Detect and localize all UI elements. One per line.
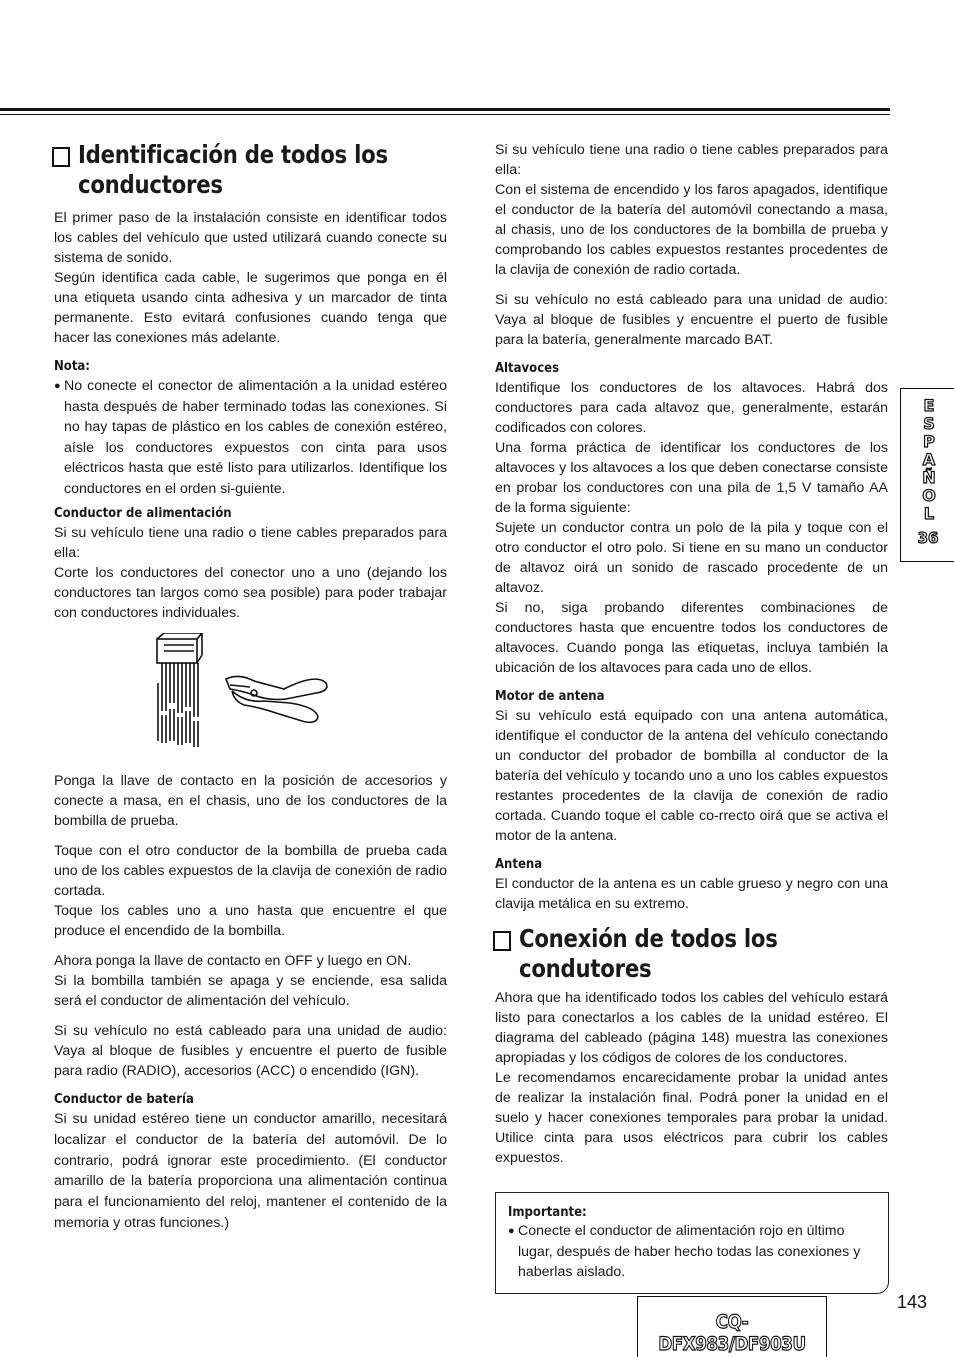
important-label: Importante: — [508, 1205, 587, 1220]
top-rule — [0, 108, 890, 111]
heading-connection-text: Conexión de todos los condutores — [519, 924, 778, 983]
heading-box-icon — [493, 931, 511, 951]
accessory-paragraph: Ponga la llave de contacto en la posición de accesorios y conecte a masa, en el chasis, uno de los conductores de la bombilla de prueba. — [54, 773, 447, 829]
antenna-motor-paragraph: Si su vehículo está equipado con una antena automática, identifique el conductor de la antena del vehículo conectando un conductor del probador de bombilla al conductor de la batería del vehículo y tocando uno a uno los cables expuestos restantes procedentes de la clavija de conexión de radio cortada. Cuando toque el cable co-rrecto oirá que se activa el motor de la antena. — [495, 708, 888, 844]
bullet-dot-icon: ● — [508, 1225, 515, 1237]
note-label: Nota: — [54, 359, 90, 374]
section-heading-identification — [52, 140, 447, 200]
important-text: Conecte el conductor de alimentación rojo en último lugar, después de haber hecho todas las conexiones y haberlas aislado. — [518, 1223, 861, 1280]
battery-identify-paragraph: Con el sistema de encendido y los faros apagados, identifique el conductor de la batería del automóvil conectando a masa, al chasis, uno de los conductores de la bombilla de prueba y comprobando los cables expuestos restantes procedentes de la clavija de conexión de radio cortada. — [495, 182, 888, 278]
speakers-paragraph-4: Si no, siga probando diferentes combinaciones de conductores hasta que encuentre todos los conductores de altavoces. Cuando ponga las etiquetas, incluya también la ubicación de los altavoces para cada uno de ellos. — [495, 600, 888, 676]
power-paragraph-2: Corte los conductores del conector uno a uno (dejando los conductores tan largos como sea posible) para poder trabajar con conductores individuales. — [54, 565, 447, 621]
antenna-paragraph: El conductor de la antena es un cable grueso y negro con una clavija metálica en su extremo. — [495, 876, 888, 912]
note-text: No conecte el conector de alimentación a la unidad estéreo hasta después de haber terminado todas las conexiones. Si no hay tapas de plástico en los cables de conexión estéreo, aísle los conductores expuestos con cinta para usos eléctricos hasta que esté listo para utilizarlos. Identifique los conductores en el orden si-guiente. — [64, 378, 447, 497]
battery-paragraph: Si su unidad estéreo tiene un conductor amarillo, necesitará localizar el conductor de la batería del automóvil. De lo contrario, podrá ignorar este procedimiento. (El conductor amarillo de la batería proporciona una alimentación continua para el funcionamiento del reloj, mantener el contenido de la memoria y otras funciones.) — [54, 1111, 447, 1231]
side-letter: E — [923, 396, 935, 415]
connector-pliers-icon — [54, 633, 447, 753]
antenna-label: Antena — [495, 857, 543, 872]
side-letter: A — [922, 450, 936, 469]
label-paragraph: Según identifica cada cable, le sugerimos que ponga en él una etiqueta usando cinta adhesiva y un marcador de tinta permanente. Esto evitará confusiones cuando tenga que hacer las conexiones más adelante. — [54, 270, 447, 346]
bullet-dot-icon: ● — [54, 380, 61, 392]
touch-paragraph: Toque con el otro conductor de la bombilla de prueba cada uno de los cables expuestos de la clavija de conexión de radio cortada. — [54, 843, 447, 899]
antenna-motor-label: Motor de antena — [495, 689, 605, 704]
section-number: 36 — [917, 529, 939, 547]
model-footer-box — [637, 1296, 827, 1357]
off-on-paragraph: Ahora ponga la llave de contacto en OFF y luego en ON. — [54, 953, 412, 969]
speakers-label: Altavoces — [495, 361, 560, 376]
side-letter: O — [922, 486, 936, 505]
battery-conductor-label: Conductor de batería — [54, 1092, 194, 1107]
important-note-box — [495, 1192, 889, 1294]
speakers-paragraph-2: Una forma práctica de identificar los conductores de los altavoces y los altavoces a los que deben conectarse consiste en probar los conductores con una pila de 1,5 V tamaño AA de la forma siguiente: — [495, 440, 888, 516]
intro-paragraph: El primer paso de la instalación consiste en identificar todos los cables del vehículo que usted utilizará cuando conecte su sistema de sonido. — [54, 210, 447, 266]
right-column — [495, 140, 888, 1178]
connector-pliers-illustration — [54, 633, 447, 753]
side-letter: L — [923, 504, 935, 523]
model-number: CQ-DFX983/DF903U — [658, 1311, 806, 1355]
note-bullet — [54, 376, 447, 499]
connection-paragraph-2: Le recomendamos encarecidamente probar la unidad antes de realizar la instalación final. Podrá poner la unidad en el suelo y hacer conexiones temporales para probar la unidad. Utilice cinta para usos eléctricos para cubrir los cables expuestos. — [495, 1070, 888, 1166]
power-conductor-label: Conductor de alimentación — [54, 506, 232, 521]
page-number: 143 — [897, 1292, 928, 1312]
power-paragraph-1: Si su vehículo tiene una radio o tiene cables preparados para ella: — [54, 525, 447, 561]
speakers-paragraph-1: Identifique los conductores de los altavoces. Habrá dos conductores para cada altavoz que, generalmente, estarán codificados con colores. — [495, 380, 888, 436]
top-rule-thin — [0, 114, 890, 115]
important-bullet — [508, 1221, 880, 1283]
heading-line-2: conductores — [78, 170, 223, 199]
heading-line-1: Identificación de todos los — [78, 140, 388, 169]
bat-fuse-paragraph: Si su vehículo no está cableado para una unidad de audio: Vaya al bloque de fusibles y encuentre el puerto de fusible para la batería, generalmente marcado BAT. — [495, 292, 888, 348]
radio-ready-paragraph: Si su vehículo tiene una radio o tiene cables preparados para ella: — [495, 142, 888, 178]
left-column — [54, 140, 447, 1244]
language-letters — [917, 397, 941, 523]
one-by-one-paragraph: Toque los cables uno a uno hasta que encuentre el que produce el encendido de la bombilla. — [54, 903, 447, 939]
heading-box-icon — [52, 147, 70, 167]
side-letter: Ñ — [922, 468, 936, 487]
speakers-paragraph-3: Sujete un conductor contra un polo de la pila y toque con el otro conductor el otro polo. Si tiene en su mano un conductor de altavoz oirá un sonido de rascado procedente de un altavoz. — [495, 520, 888, 596]
connection-paragraph-1: Ahora que ha identificado todos los cables del vehículo estará listo para conectarlos a los cables de la unidad estéreo. El diagrama del cableado (página 148) muestra las conexiones apropiadas y los códigos de colores de los conductores. — [495, 990, 888, 1066]
section-heading-connection — [493, 924, 888, 984]
language-side-tab — [900, 388, 954, 562]
side-letter: S — [923, 414, 935, 433]
fuse-paragraph: Si su vehículo no está cableado para una unidad de audio: Vaya al bloque de fusibles y encuentre el puerto de fusible para radio (RADIO), accesorios (ACC) o encendido (IGN). — [54, 1023, 447, 1079]
bulb-paragraph: Si la bombilla también se apaga y se enciende, esa salida será el conductor de alimentación del vehículo. — [54, 973, 447, 1009]
side-letter: P — [923, 432, 935, 451]
